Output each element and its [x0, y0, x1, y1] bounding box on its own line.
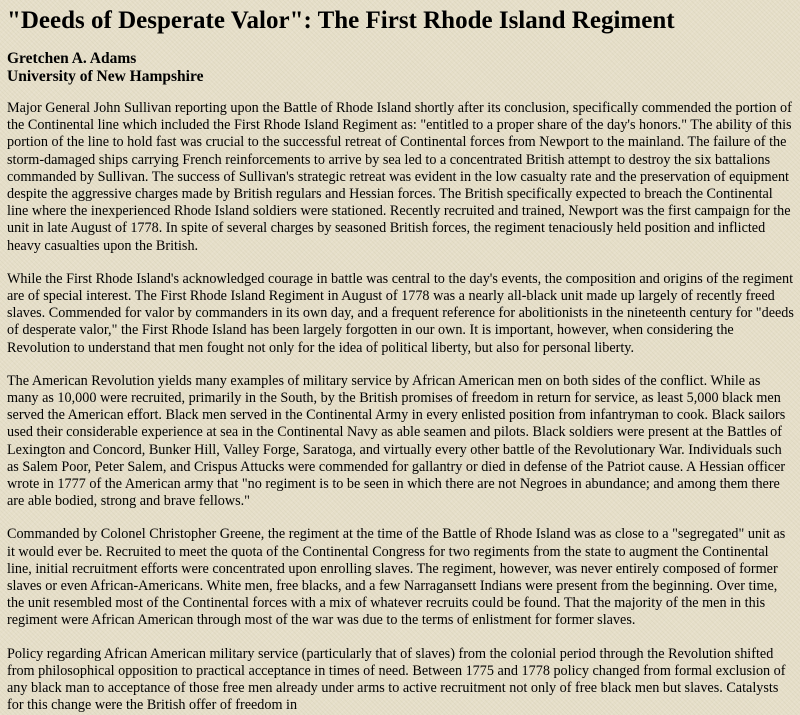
paragraph-2: While the First Rhode Island's acknowledged courage in battle was central to the day's events, the composition and origins of the regiment are of special interest. The First Rhode Island Regiment in August of 1778 was a nearly all-black unit made up largely of recently freed slaves. Commended for valor by commanders in its own day, and a frequent reference for abolitionists in the nineteenth century for "deeds of desperate valor," the First Rhode Island has been largely forgotten in our own. It is important, however, when considering the Revolution to understand that men fought not only for the idea of political liberty, but also for personal liberty. [7, 270, 794, 356]
byline [7, 50, 794, 86]
paragraph-5: Policy regarding African American military service (particularly that of slaves) from the colonial period through the Revolution shifted from philosophical opposition to practical acceptance in times of need. Between 1775 and 1778 policy changed from formal exclusion of any black man to acceptance of those free men already under arms to active recruitment not only of free black men but slaves. Catalysts for this change were the British offer of freedom in [7, 645, 786, 714]
author-name: Gretchen A. Adams [7, 50, 137, 67]
paragraph-1: Major General John Sullivan reporting upon the Battle of Rhode Island shortly after its conclusion, specifically commended the portion of the Continental line which included the First Rhode Island Regiment as: "entitled to a proper share of the day's honors." The ability of this portion of the line to hold fast was crucial to the successful retreat of Continental forces from Newport to the mainland. The failure of the storm-damaged ships carrying French reinforcements to arrive by sea led to a concentrated British attempt to destroy the six battalions commanded by Sullivan. The success of Sullivan's strategic retreat was evident in the low casualty rate and the preservation of equipment despite the aggressive charges made by British regulars and Hessian forces. The British specifically expected to breach the Continental line where the inexperienced Rhode Island soldiers were stationed. Recently recruited and trained, Newport was the first campaign for the unit in late August of 1778. In spite of several charges by seasoned British forces, the regiment tenaciously held position and inflicted heavy casualties upon the British. [7, 100, 792, 254]
page-title: "Deeds of Desperate Valor": The First Rhode Island Regiment [7, 7, 675, 34]
paragraph-3: The American Revolution yields many examples of military service by African American men on both sides of the conflict. While as many as 10,000 were recruited, primarily in the South, by the British promises of freedom in return for service, as least 5,000 black men served the American effort. Black men served in the Continental Army in every enlisted position from infantryman to cook. Black sailors used their considerable experience at sea in the Continental Navy as able seamen and pilots. Black soldiers were present at the Battles of Lexington and Concord, Bunker Hill, Valley Forge, Saratoga, and virtually every other battle of the Revolutionary War. Individuals such as Salem Poor, Peter Salem, and Crispus Attucks were commended for gallantry or died in defense of the Patriot cause. A Hessian officer wrote in 1777 of the American army that "no regiment is to be seen in which there are not Negroes in abundance; and among them there are able bodied, strong and brave fellows." [7, 372, 786, 510]
author-affiliation: University of New Hampshire [7, 68, 204, 85]
paragraph-4: Commanded by Colonel Christopher Greene, the regiment at the time of the Battle of Rhode Island was as close to a "segregated" unit as it would ever be. Recruited to meet the quota of the Continental Congress for two regiments from the state to augment the Continental line, initial recruitment efforts were concentrated upon enrolling slaves. The regiment, however, was never entirely composed of former slaves or even African-Americans. White men, free blacks, and a few Narragansett Indians were present from the beginning. Over time, the unit resembled most of the Continental forces with a mix of whatever recruits could be found. That the majority of the men in this regiment were African American through most of the war was due to the terms of enlistment for former slaves. [7, 526, 786, 629]
